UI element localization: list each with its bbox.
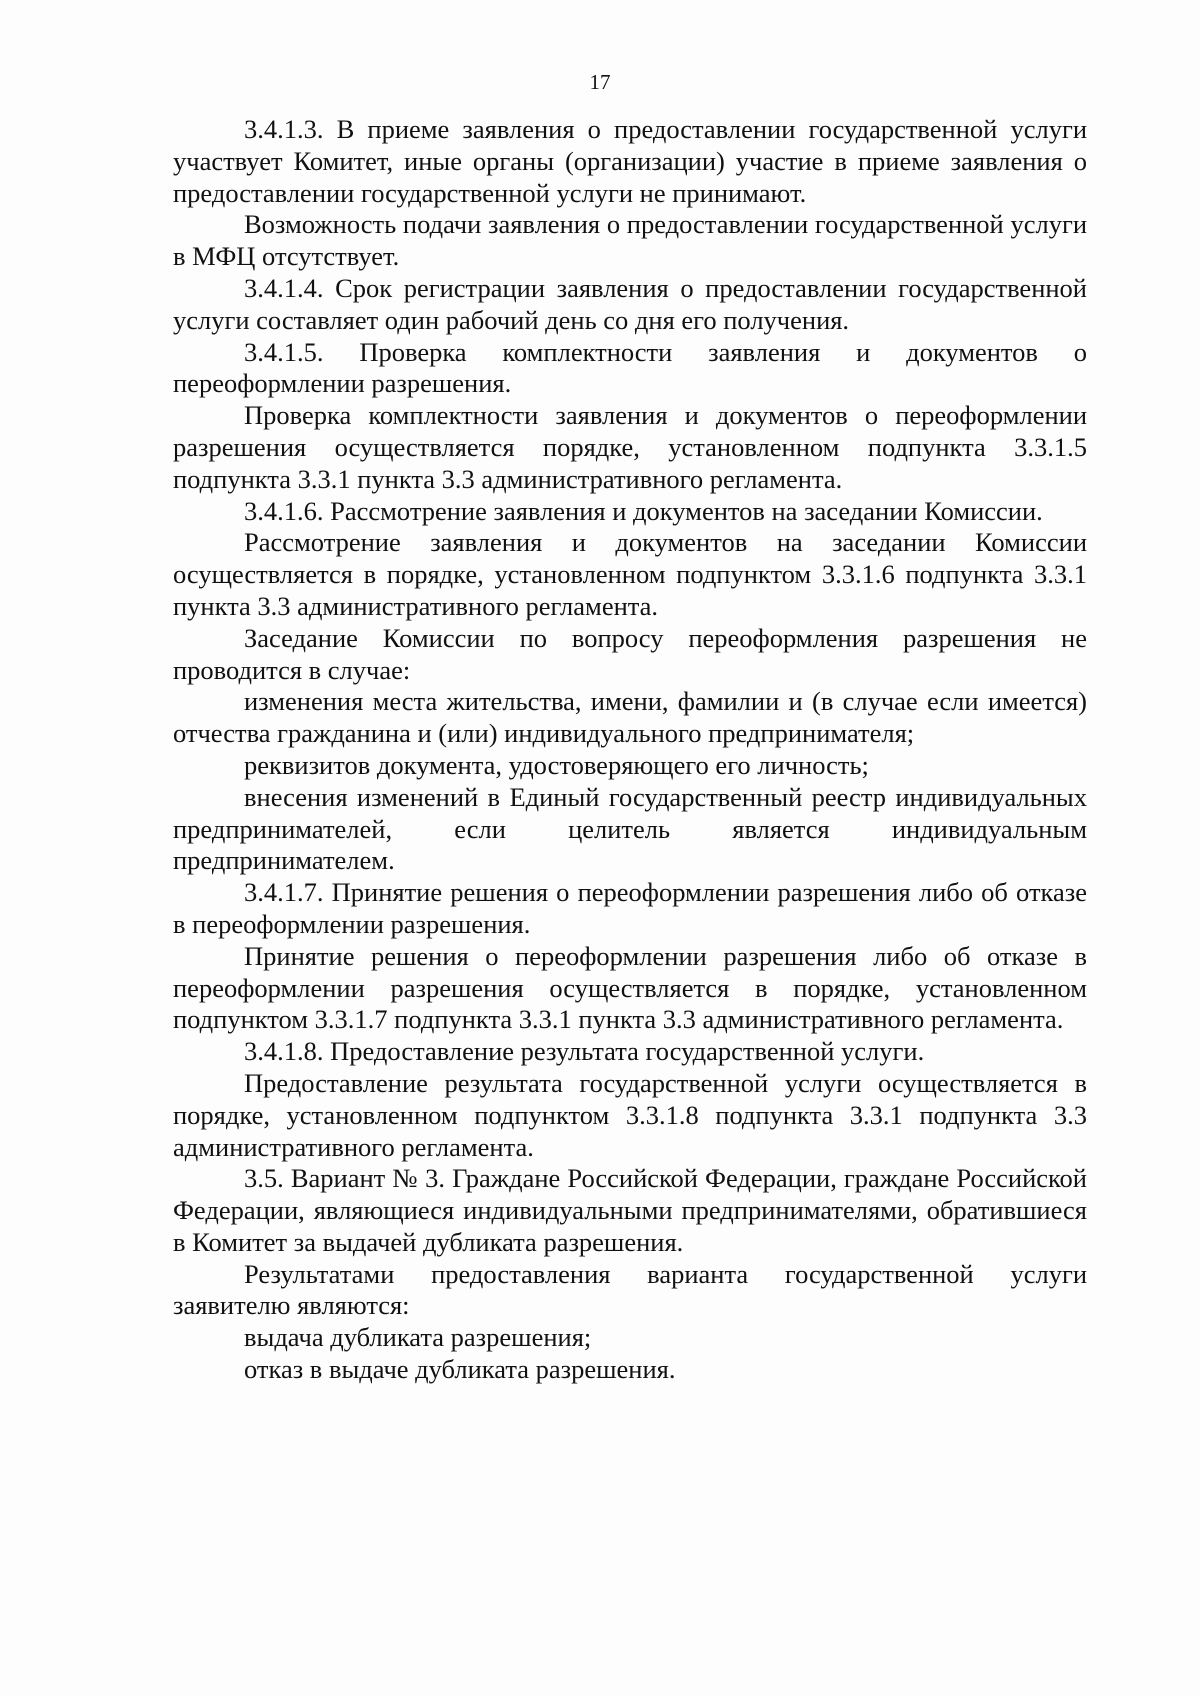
list-item-registry-change: внесения изменений в Единый государственный реестр индивидуальных предпринимателей, если целитель является индивидуальным предпринимателем. xyxy=(173,781,1087,876)
paragraph-3-4-1-6: 3.4.1.6. Рассмотрение заявления и документов на заседании Комиссии. xyxy=(244,495,1043,526)
paragraph-completeness-check: Проверка комплектности заявления и документов о переоформлении разрешения осуществляется порядке, установленном подпункта 3.3.1.5 подпункта 3.3.1 пункта 3.3 административного регламента. xyxy=(173,400,1087,494)
page-number: 17 xyxy=(589,70,611,94)
list-item-id-document: реквизитов документа, удостоверяющего его личность; xyxy=(244,749,869,780)
document-body xyxy=(173,114,1087,1386)
paragraph-3-4-1-7: 3.4.1.7. Принятие решения о переоформлении разрешения либо об отказе в переоформлении разрешения. xyxy=(173,877,1087,939)
paragraph-3-5-variant-3: 3.5. Вариант № 3. Граждане Российской Федерации, граждане Российской Федерации, являющиеся индивидуальными предпринимателями, обратившиеся в Комитет за выдачей дубликата разрешения. xyxy=(173,1163,1087,1257)
list-item-duplicate-issue: выдача дубликата разрешения; xyxy=(244,1322,592,1353)
paragraph-no-meeting-cases: Заседание Комиссии по вопросу переоформления разрешения не проводится в случае: xyxy=(173,622,1087,685)
paragraph-3-4-1-8: 3.4.1.8. Предоставление результата государственной услуги. xyxy=(244,1036,925,1067)
paragraph-3-4-1-5: 3.4.1.5. Проверка комплектности заявления и документов о переоформлении разрешения. xyxy=(173,336,1087,399)
paragraph-results-intro: Результатами предоставления варианта государственной услуги заявителю являются: xyxy=(173,1258,1087,1321)
paragraph-mfc-unavailable: Возможность подачи заявления о предоставлении государственной услуги в МФЦ отсутствует. xyxy=(173,209,1087,272)
paragraph-result-delivery: Предоставление результата государственной услуги осуществляется в порядке, установленном подпунктом 3.3.1.8 подпункта 3.3.1 подпункта 3.3 административного регламента. xyxy=(173,1067,1087,1162)
list-item-duplicate-refusal: отказ в выдаче дубликата разрешения. xyxy=(244,1354,676,1385)
paragraph-3-4-1-4: 3.4.1.4. Срок регистрации заявления о предоставлении государственной услуги составляет один рабочий день со дня его получения. xyxy=(173,272,1087,335)
paragraph-3-4-1-3: 3.4.1.3. В приеме заявления о предоставлении государственной услуги участвует Комитет, иные органы (организации) участие в приеме заявления о предоставлении государственной услуги не принимают. xyxy=(173,114,1087,208)
list-item-residence-change: изменения места жительства, имени, фамилии и (в случае если имеется) отчества гражданина и (или) индивидуального предпринимателя; xyxy=(173,686,1087,749)
paragraph-commission-review: Рассмотрение заявления и документов на заседании Комиссии осуществляется в порядке, установленном подпунктом 3.3.1.6 подпункта 3.3.1 пункта 3.3 административного регламента. xyxy=(173,527,1087,621)
paragraph-decision: Принятие решения о переоформлении разрешения либо об отказе в переоформлении разрешения осуществляется в порядке, установленном подпунктом 3.3.1.7 подпункта 3.3.1 пункта 3.3 административного регламента. xyxy=(173,940,1087,1035)
